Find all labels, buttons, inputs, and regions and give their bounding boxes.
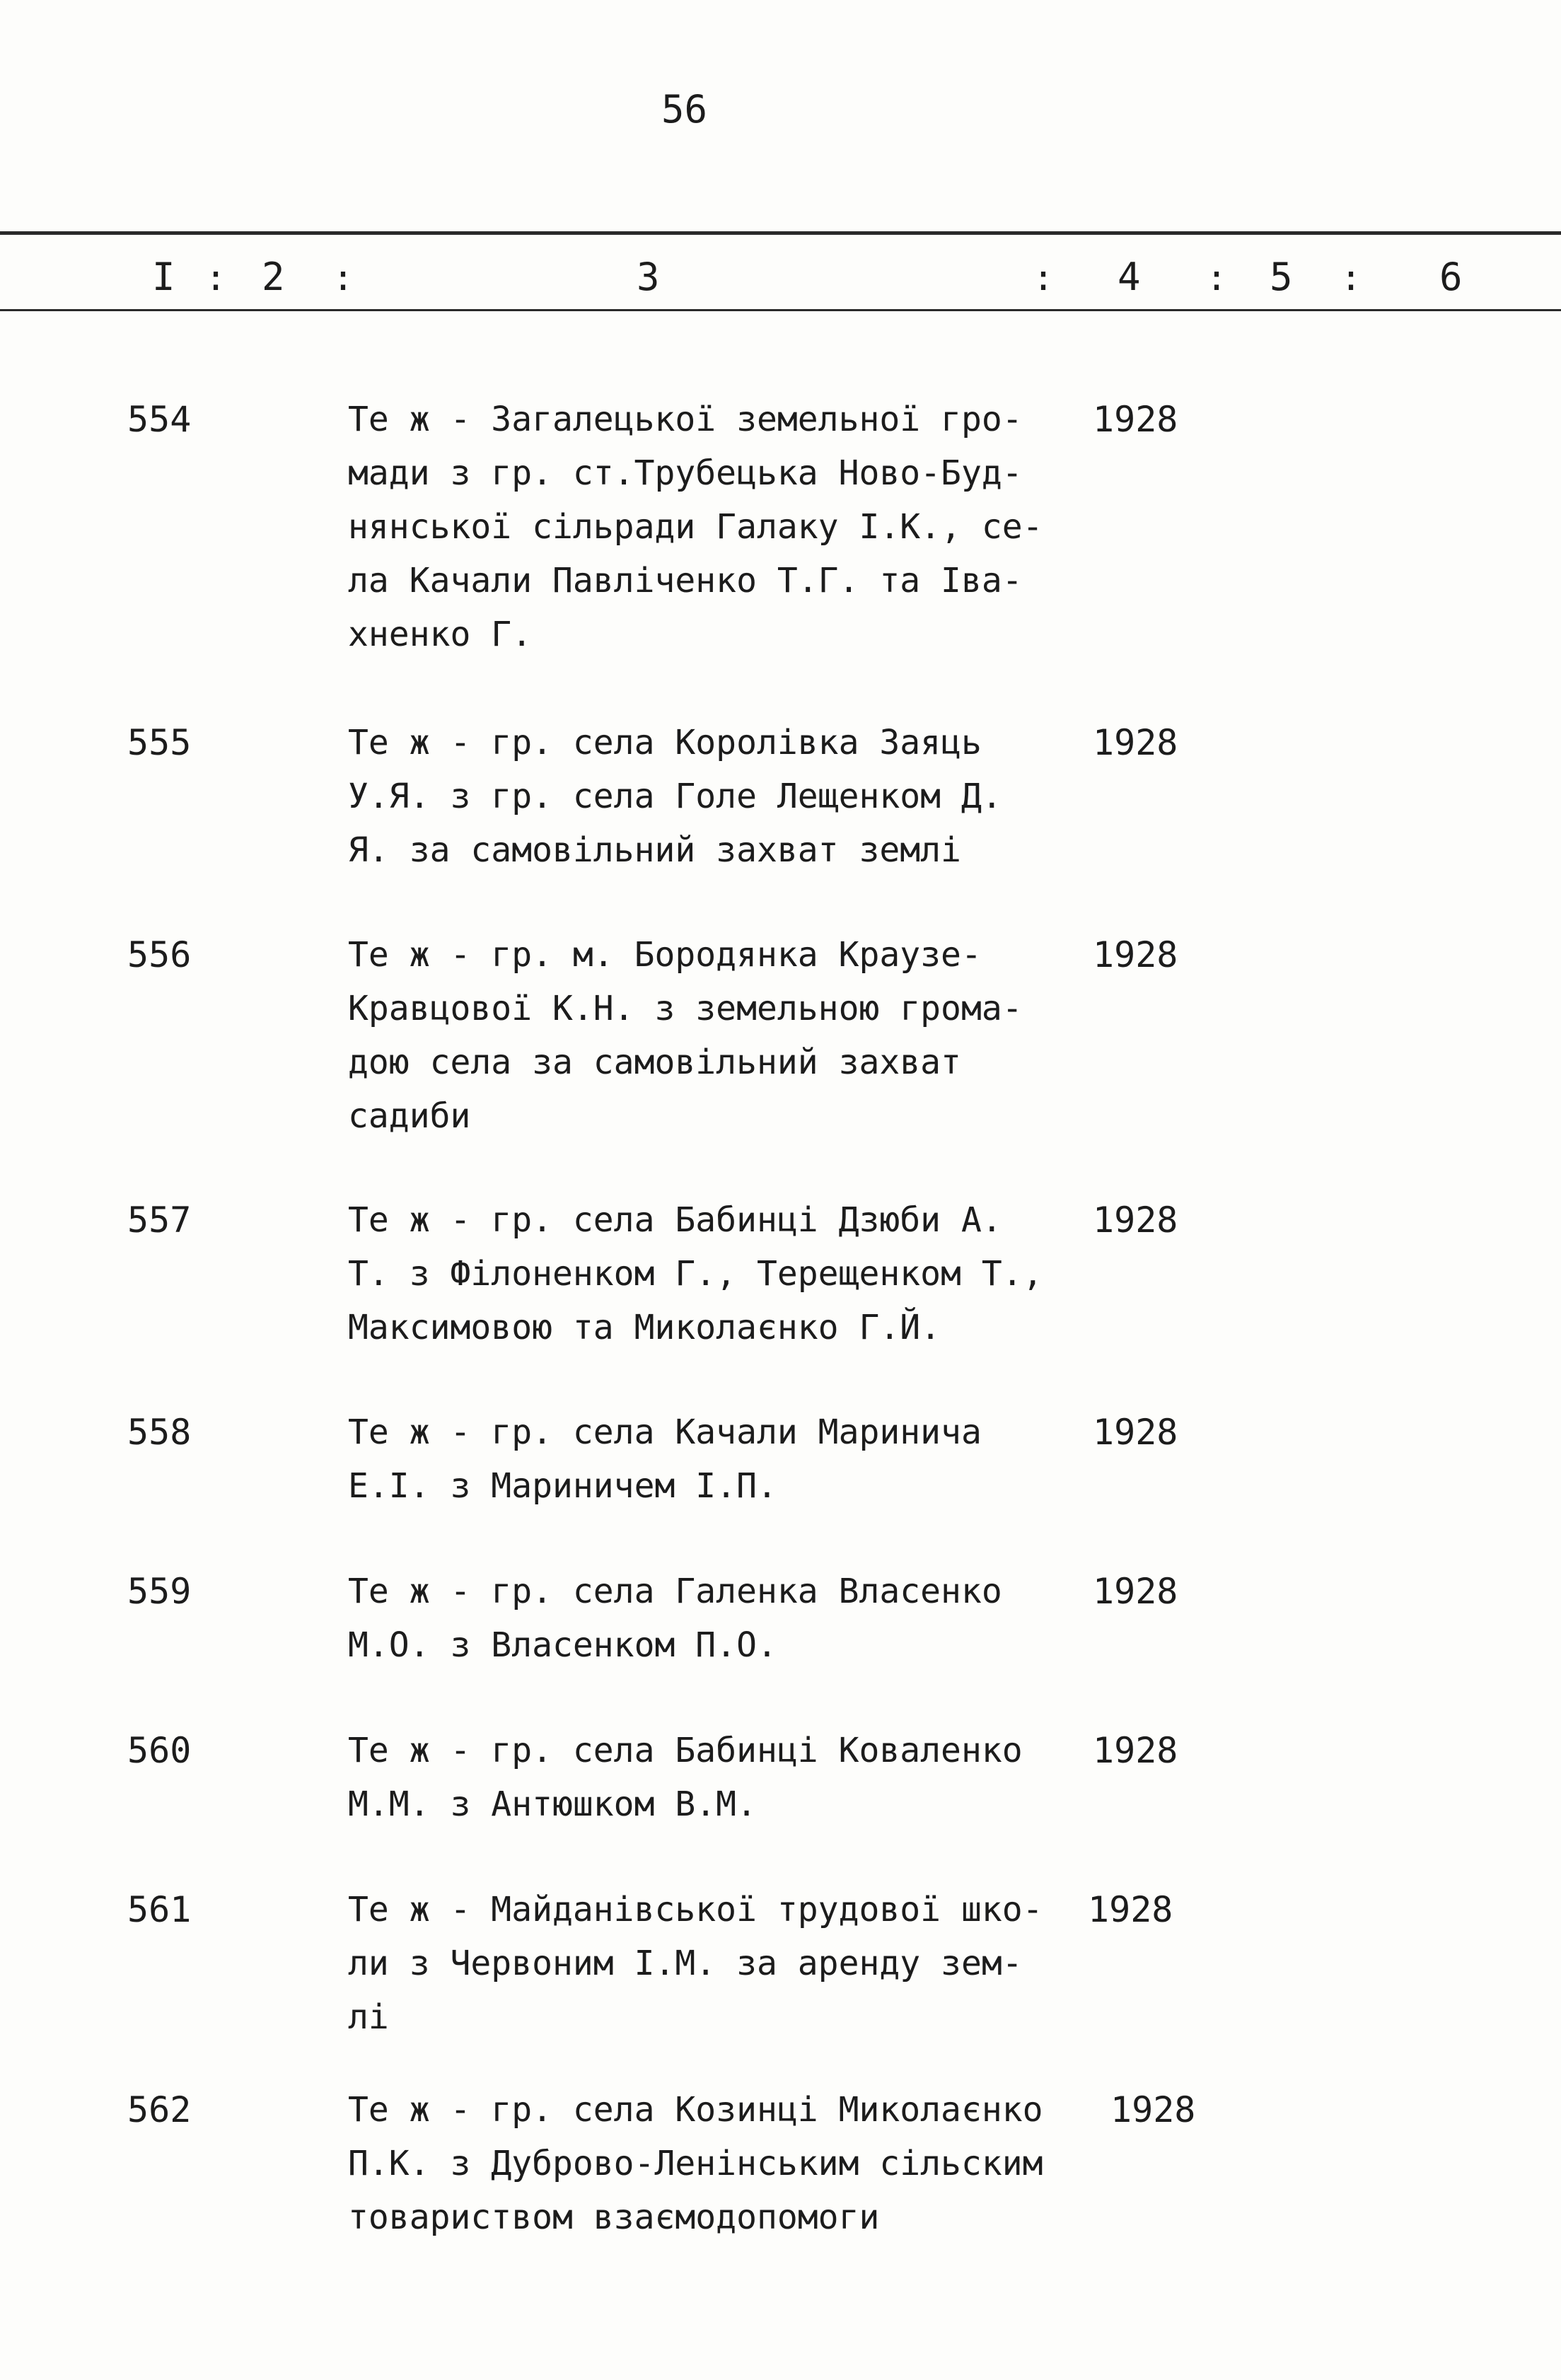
- column-separator: :: [332, 257, 354, 298]
- table-header-rule: [0, 309, 1561, 311]
- column-header-2: 2: [262, 255, 285, 299]
- entry-year: 1928: [1093, 722, 1178, 763]
- entry-number: 556: [127, 934, 192, 975]
- entry-number: 554: [127, 399, 192, 440]
- entry-year: 1928: [1088, 1889, 1173, 1930]
- column-header-4: 4: [1118, 255, 1141, 299]
- entry-description: Те ж - гр. села Бабинці Коваленко М.М. з Антюшком В.М.: [348, 1731, 1023, 1824]
- column-header-1: I: [152, 255, 175, 299]
- entry-year: 1928: [1093, 1571, 1178, 1612]
- column-separator: :: [205, 257, 227, 298]
- table-top-rule: [0, 231, 1561, 235]
- entry-year: 1928: [1110, 2089, 1196, 2130]
- entry-description: Те ж - гр. м. Бородянка Краузе- Кравцової К.Н. з земельною грома- дою села за самовільний захват садиби: [348, 935, 1023, 1136]
- entry-number: 562: [127, 2089, 192, 2130]
- entry-year: 1928: [1093, 1412, 1178, 1453]
- entry-number: 557: [127, 1200, 192, 1241]
- entry-description: Те ж - Майданівської трудової шко- ли з Червоним І.М. за аренду зем- лі: [348, 1890, 1043, 2037]
- page-number: 56: [661, 87, 708, 132]
- entry-year: 1928: [1093, 1200, 1178, 1241]
- column-separator: :: [1206, 257, 1228, 298]
- entry-description: Те ж - гр. села Бабинці Дзюби А. Т. з Філоненком Г., Терещенком Т., Максимовою та Миколаєнко Г.Й.: [348, 1200, 1043, 1347]
- column-separator: :: [1340, 257, 1362, 298]
- entry-number: 555: [127, 722, 192, 763]
- column-header-5: 5: [1270, 255, 1293, 299]
- entry-year: 1928: [1093, 399, 1178, 440]
- entry-description: Те ж - гр. села Качали Маринича Е.І. з Мариничем І.П.: [348, 1412, 982, 1506]
- column-separator: :: [1033, 257, 1055, 298]
- entry-year: 1928: [1093, 934, 1178, 975]
- entry-description: Те ж - гр. села Галенка Власенко М.О. з Власенком П.О.: [348, 1572, 1002, 1665]
- column-header-6: 6: [1439, 255, 1463, 299]
- entry-year: 1928: [1093, 1730, 1178, 1771]
- entry-number: 560: [127, 1730, 192, 1771]
- entry-number: 561: [127, 1889, 192, 1930]
- entry-number: 559: [127, 1571, 192, 1612]
- column-header-3: 3: [637, 255, 660, 299]
- entry-description: Те ж - Загалецької земельної гро- мади з гр. ст.Трубецька Ново-Буд- нянської сільради Галаку І.К., се- ла Качали Павліченко Т.Г. та Іва- хненко Г.: [348, 400, 1043, 654]
- entry-number: 558: [127, 1412, 192, 1453]
- entry-description: Те ж - гр. села Королівка Заяць У.Я. з гр. села Голе Лещенком Д. Я. за самовільний захват землі: [348, 723, 1002, 870]
- entry-description: Те ж - гр. села Козинці Миколаєнко П.К. з Дуброво-Ленінським сільским товариством взаємодопомоги: [348, 2090, 1043, 2237]
